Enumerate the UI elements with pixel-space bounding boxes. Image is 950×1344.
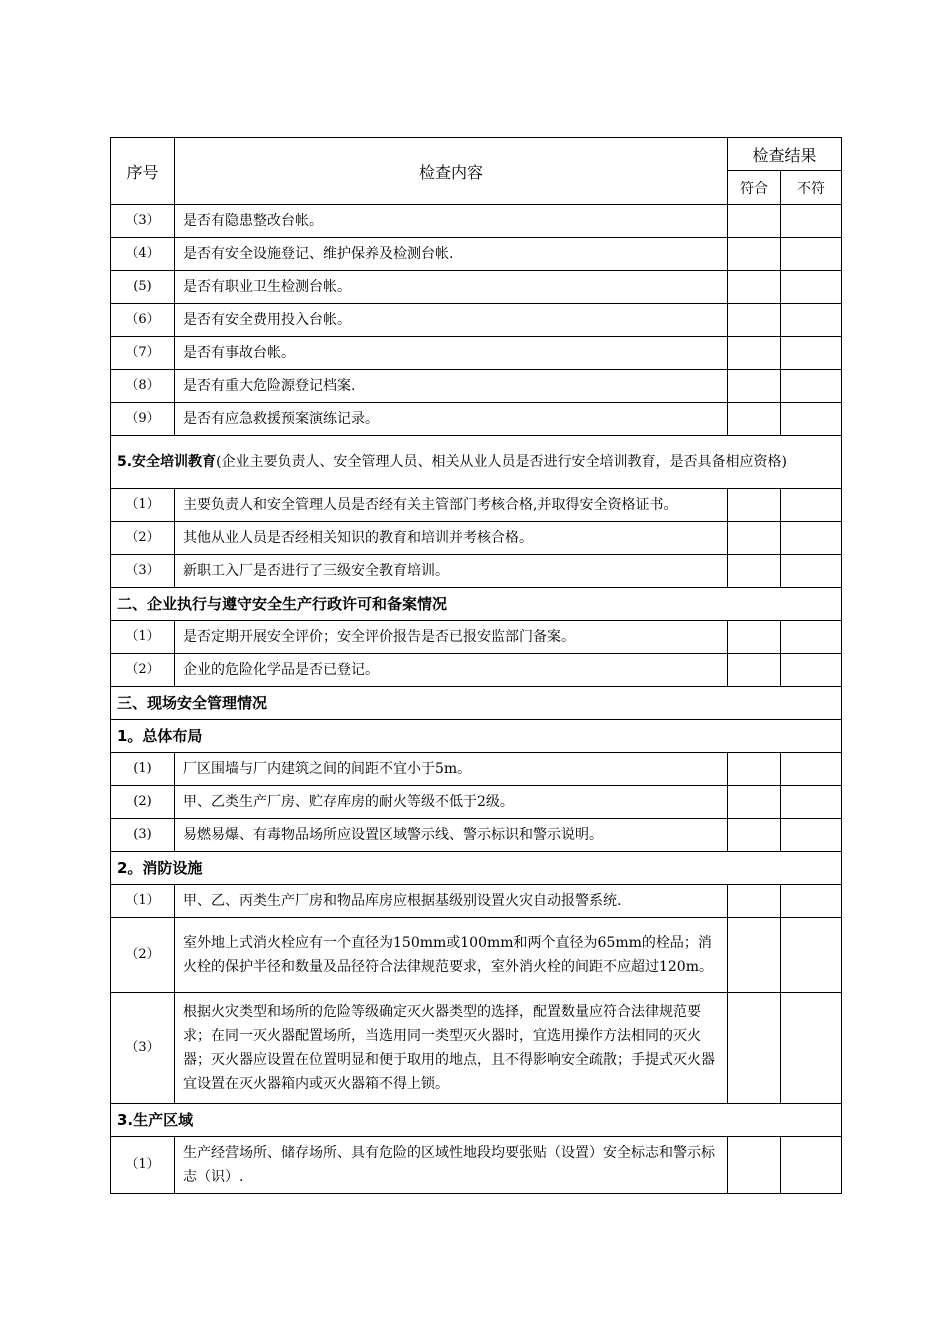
fail-cell[interactable] <box>781 819 842 852</box>
row-content: 是否有重大危险源登记档案. <box>175 370 728 403</box>
table-row <box>111 337 842 370</box>
row-content: 易燃易爆、有毒物品场所应设置区域警示线、警示标识和警示说明。 <box>175 819 728 852</box>
section-row <box>111 1104 842 1137</box>
subsection-note: (企业主要负责人、安全管理人员、相关从业人员是否进行安全培训教育，是否具备相应资格) <box>216 453 787 470</box>
fail-cell[interactable] <box>781 238 842 271</box>
row-number: （3） <box>111 555 175 588</box>
row-number: （2） <box>111 654 175 687</box>
table-row <box>111 238 842 271</box>
row-number: (3) <box>111 819 175 852</box>
row-content: 是否定期开展安全评价；安全评价报告是否已报安监部门备案。 <box>175 621 728 654</box>
subsection-title: 2。消防设施 <box>111 852 842 885</box>
subsection-title: 5.安全培训教育 <box>117 453 217 470</box>
table-row <box>111 271 842 304</box>
header-result: 检查结果 <box>728 138 842 171</box>
table-row <box>111 753 842 786</box>
section-title: 二、企业执行与遵守安全生产行政许可和备案情况 <box>111 588 842 621</box>
fail-cell[interactable] <box>781 885 842 918</box>
row-content: 是否有安全设施登记、维护保养及检测台帐. <box>175 238 728 271</box>
pass-cell[interactable] <box>728 753 781 786</box>
table-row <box>111 885 842 918</box>
header-fail: 不符 <box>781 171 842 205</box>
section-row <box>111 720 842 753</box>
subsection-row <box>111 436 842 489</box>
pass-cell[interactable] <box>728 654 781 687</box>
fail-cell[interactable] <box>781 337 842 370</box>
fail-cell[interactable] <box>781 1137 842 1194</box>
fail-cell[interactable] <box>781 489 842 522</box>
table-row <box>111 555 842 588</box>
row-number: （9） <box>111 403 175 436</box>
fail-cell[interactable] <box>781 993 842 1104</box>
section-row <box>111 852 842 885</box>
pass-cell[interactable] <box>728 205 781 238</box>
row-number: （3） <box>111 993 175 1104</box>
fail-cell[interactable] <box>781 654 842 687</box>
pass-cell[interactable] <box>728 522 781 555</box>
table-row <box>111 370 842 403</box>
pass-cell[interactable] <box>728 489 781 522</box>
row-content: 是否有隐患整改台帐。 <box>175 205 728 238</box>
row-content <box>175 489 728 522</box>
row-number: (1) <box>111 753 175 786</box>
table-row <box>111 522 842 555</box>
pass-cell[interactable] <box>728 786 781 819</box>
pass-cell[interactable] <box>728 555 781 588</box>
pass-cell[interactable] <box>728 238 781 271</box>
row-number: （7） <box>111 337 175 370</box>
table-row <box>111 786 842 819</box>
fail-cell[interactable] <box>781 304 842 337</box>
row-number: （1） <box>111 489 175 522</box>
row-content: 企业的危险化学品是否已登记。 <box>175 654 728 687</box>
header-number: 序号 <box>111 138 175 205</box>
subsection-title: 3.生产区域 <box>111 1104 842 1137</box>
header-content: 检查内容 <box>175 138 728 205</box>
pass-cell[interactable] <box>728 819 781 852</box>
pass-cell[interactable] <box>728 271 781 304</box>
subsection-training <box>111 436 842 489</box>
row-number: (2) <box>111 786 175 819</box>
fail-cell[interactable] <box>781 555 842 588</box>
row-content: 其他从业人员是否经相关知识的教育和培训并考核合格。 <box>175 522 728 555</box>
pass-cell[interactable] <box>728 993 781 1104</box>
pass-cell[interactable] <box>728 304 781 337</box>
row-number: （1） <box>111 885 175 918</box>
row-content: 是否有事故台帐。 <box>175 337 728 370</box>
row-number: (5) <box>111 271 175 304</box>
fail-cell[interactable] <box>781 271 842 304</box>
table-row <box>111 918 842 993</box>
row-content: 是否有安全费用投入台帐。 <box>175 304 728 337</box>
table-row <box>111 403 842 436</box>
row-number: （1） <box>111 621 175 654</box>
fail-cell[interactable] <box>781 918 842 993</box>
table-row <box>111 621 842 654</box>
table-row <box>111 205 842 238</box>
row-content: 甲、乙、丙类生产厂房和物品库房应根据基级别设置火灾自动报警系统. <box>175 885 728 918</box>
row-number: （2） <box>111 522 175 555</box>
table-row <box>111 993 842 1104</box>
row-number: （8） <box>111 370 175 403</box>
fail-cell[interactable] <box>781 205 842 238</box>
table-row <box>111 489 842 522</box>
fail-cell[interactable] <box>781 786 842 819</box>
row-number: （1） <box>111 1137 175 1194</box>
table-row <box>111 654 842 687</box>
fail-cell[interactable] <box>781 370 842 403</box>
table-row <box>111 819 842 852</box>
row-content: 根据火灾类型和场所的危险等级确定灭火器类型的选择，配置数量应符合法律规范要求；在同一灭火器配置场所，当选用同一类型灭火器时，宜选用操作方法相同的灭火器；灭火器应设置在位置明显和便于取用的地点，且不得影响安全疏散；手提式灭火器宜设置在灭火器箱内或灭火器箱不得上锁。 <box>175 993 728 1104</box>
row-number: （3） <box>111 205 175 238</box>
row-content: 是否有职业卫生检测台帐。 <box>175 271 728 304</box>
row-number: （6） <box>111 304 175 337</box>
fail-cell[interactable] <box>781 753 842 786</box>
table-row <box>111 1137 842 1194</box>
section-row <box>111 687 842 720</box>
section-row <box>111 588 842 621</box>
header-pass: 符合 <box>728 171 781 205</box>
fail-cell[interactable] <box>781 522 842 555</box>
inspection-checklist-table <box>110 137 842 1194</box>
row-content: 生产经营场所、储存场所、具有危险的区域性地段均要张贴（设置）安全标志和警示标志（识）. <box>175 1137 728 1194</box>
pass-cell[interactable] <box>728 1137 781 1194</box>
row-content-text: 主要负责人和安全管理人员是否经有关主管部门考核合格,并取得安全资格证书。 <box>183 497 678 513</box>
row-content: 甲、乙类生产厂房、贮存库房的耐火等级不低于2级。 <box>175 786 728 819</box>
pass-cell[interactable] <box>728 885 781 918</box>
pass-cell[interactable] <box>728 403 781 436</box>
row-content: 厂区围墙与厂内建筑之间的间距不宜小于5m。 <box>175 753 728 786</box>
pass-cell[interactable] <box>728 370 781 403</box>
fail-cell[interactable] <box>781 403 842 436</box>
pass-cell[interactable] <box>728 621 781 654</box>
row-number: （4） <box>111 238 175 271</box>
fail-cell[interactable] <box>781 621 842 654</box>
row-content: 是否有应急救援预案演练记录。 <box>175 403 728 436</box>
pass-cell[interactable] <box>728 918 781 993</box>
table-row <box>111 304 842 337</box>
row-content: 室外地上式消火栓应有一个直径为150mm或100mm和两个直径为65mm的栓品；消火栓的保护半径和数量及品径符合法律规范要求，室外消火栓的间距不应超过120m。 <box>175 918 728 993</box>
row-content: 新职工入厂是否进行了三级安全教育培训。 <box>175 555 728 588</box>
subsection-title: 1。总体布局 <box>111 720 842 753</box>
section-title: 三、现场安全管理情况 <box>111 687 842 720</box>
row-number: （2） <box>111 918 175 993</box>
pass-cell[interactable] <box>728 337 781 370</box>
